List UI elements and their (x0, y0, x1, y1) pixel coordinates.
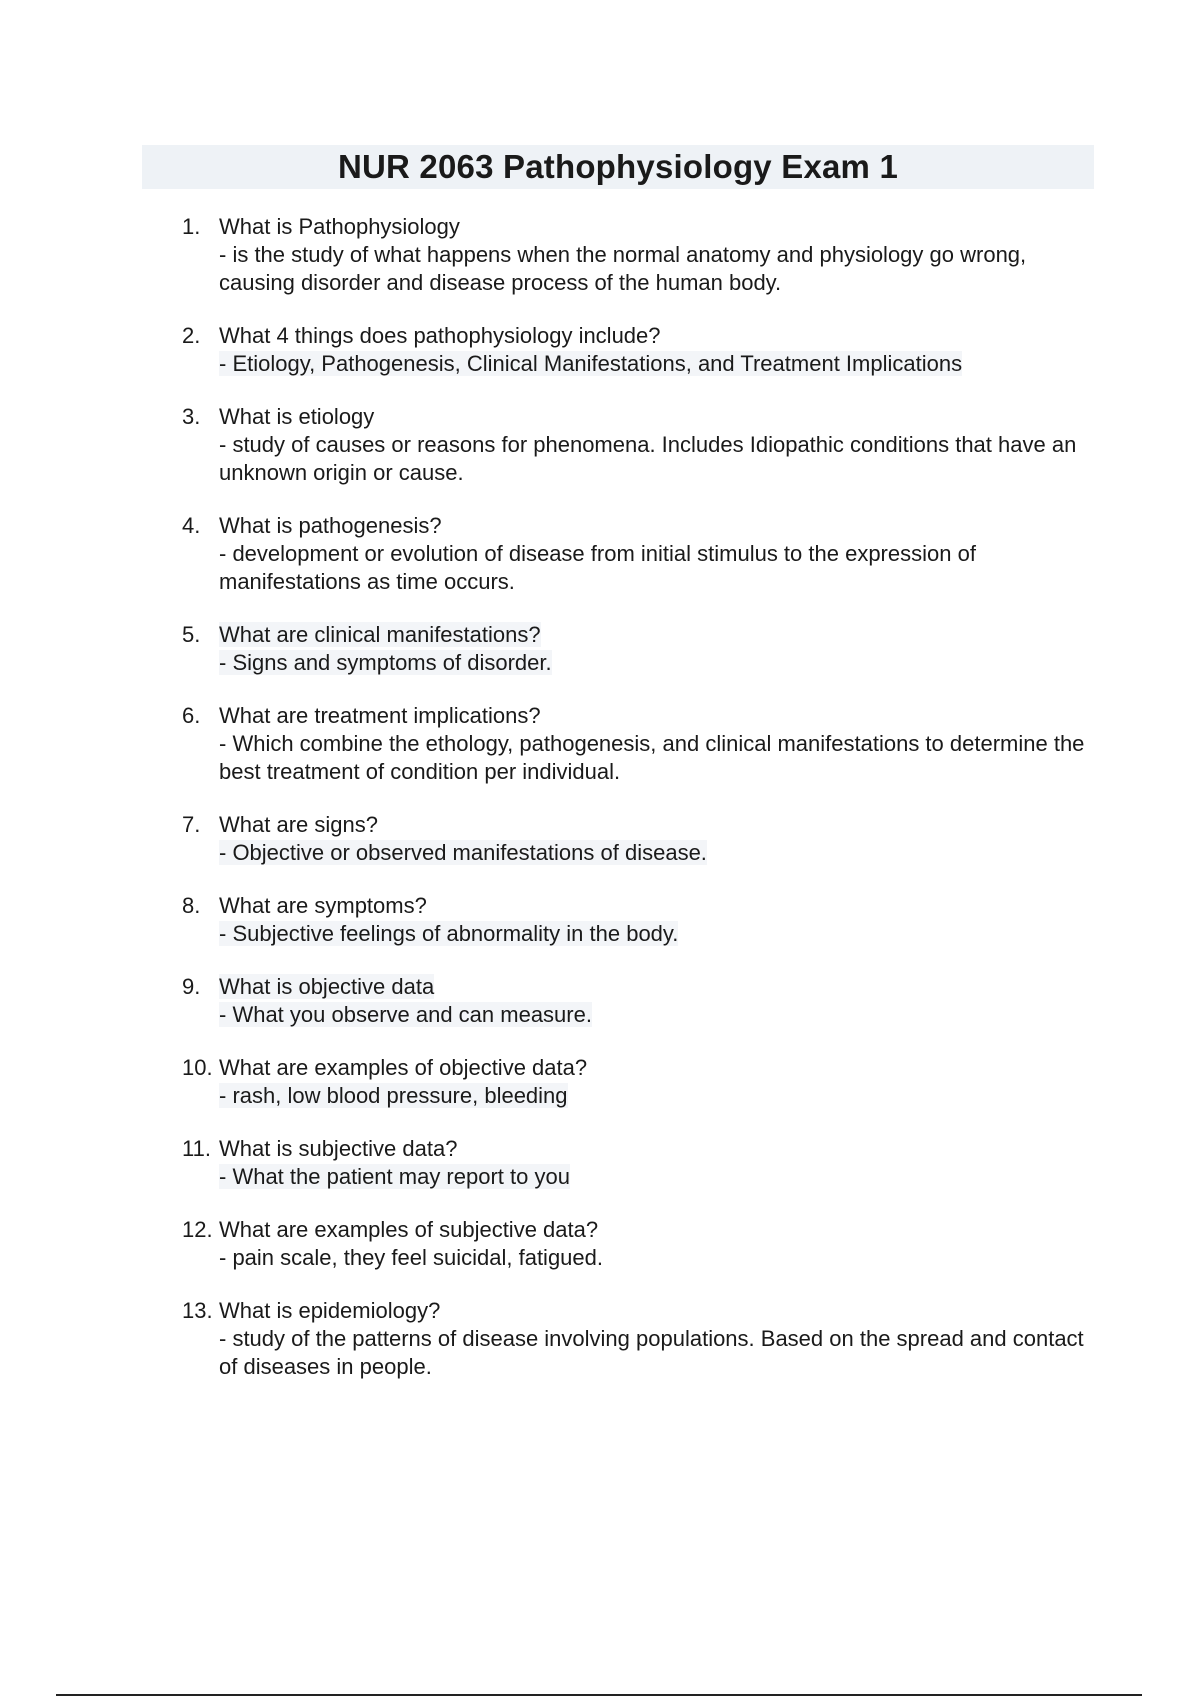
item-answer-text: - Objective or observed manifestations of disease. (219, 840, 707, 865)
item-question: What are treatment implications? (219, 703, 541, 728)
item-answer: - pain scale, they feel suicidal, fatigued. (219, 1245, 604, 1270)
item-answer (219, 1001, 1102, 1029)
item-question-text: What is objective data (219, 974, 435, 999)
list-item (182, 213, 1102, 297)
item-question: What is etiology (219, 404, 375, 429)
item-answer-text: - What you observe and can measure. (219, 1002, 592, 1027)
list-item (182, 322, 1102, 378)
item-number: 10. (182, 1055, 213, 1080)
item-question: What is epidemiology? (219, 1298, 441, 1323)
item-number: 12. (182, 1217, 213, 1242)
item-question: What is Pathophysiology (219, 214, 460, 239)
list-item (182, 892, 1102, 948)
question-list (182, 213, 1102, 1406)
item-number: 2. (182, 323, 201, 348)
page-bottom-divider (56, 1694, 1142, 1696)
item-number: 3. (182, 404, 201, 429)
item-answer: - study of the patterns of disease involving populations. Based on the spread and contact of diseases in people. (219, 1326, 1084, 1379)
item-answer (219, 350, 1102, 378)
item-number: 4. (182, 513, 201, 538)
item-answer (219, 920, 1102, 948)
item-question: What are examples of objective data? (219, 1055, 588, 1080)
list-item (182, 973, 1102, 1029)
item-question (219, 621, 1102, 649)
item-answer: - is the study of what happens when the normal anatomy and physiology go wrong, causing disorder and disease process of the human body. (219, 242, 1027, 295)
item-question: What 4 things does pathophysiology include? (219, 323, 661, 348)
item-answer: - Which combine the ethology, pathogenesis, and clinical manifestations to determine the best treatment of condition per individual. (219, 731, 1085, 784)
item-answer-text: - What the patient may report to you (219, 1164, 570, 1189)
item-answer-text: - rash, low blood pressure, bleeding (219, 1083, 568, 1108)
list-item (182, 1216, 1102, 1272)
item-answer (219, 649, 1102, 677)
list-item (182, 811, 1102, 867)
item-answer: - development or evolution of disease from initial stimulus to the expression of manifestations as time occurs. (219, 541, 976, 594)
item-number: 6. (182, 703, 201, 728)
item-question: What is subjective data? (219, 1136, 458, 1161)
list-item (182, 621, 1102, 677)
item-answer-text: - Etiology, Pathogenesis, Clinical Manifestations, and Treatment Implications (219, 351, 963, 376)
item-number: 5. (182, 622, 201, 647)
item-number: 9. (182, 974, 201, 999)
item-answer: - study of causes or reasons for phenomena. Includes Idiopathic conditions that have an unknown origin or cause. (219, 432, 1077, 485)
item-question: What are symptoms? (219, 893, 427, 918)
list-item (182, 1054, 1102, 1110)
item-answer-text: - Signs and symptoms of disorder. (219, 650, 552, 675)
item-answer-text: - Subjective feelings of abnormality in the body. (219, 921, 679, 946)
list-item (182, 403, 1102, 487)
document-title: NUR 2063 Pathophysiology Exam 1 (337, 148, 899, 185)
item-number: 1. (182, 214, 201, 239)
list-item (182, 1297, 1102, 1381)
item-number: 11. (182, 1136, 211, 1161)
list-item (182, 702, 1102, 786)
item-answer (219, 1163, 1102, 1191)
list-item (182, 512, 1102, 596)
item-question: What are examples of subjective data? (219, 1217, 599, 1242)
title-bar (142, 145, 1094, 189)
item-question: What is pathogenesis? (219, 513, 442, 538)
item-question-text: What are clinical manifestations? (219, 622, 541, 647)
item-answer (219, 839, 1102, 867)
item-number: 7. (182, 812, 201, 837)
item-answer (219, 1082, 1102, 1110)
item-question: What are signs? (219, 812, 378, 837)
list-item (182, 1135, 1102, 1191)
item-question (219, 973, 1102, 1001)
item-number: 13. (182, 1298, 213, 1323)
item-number: 8. (182, 893, 201, 918)
